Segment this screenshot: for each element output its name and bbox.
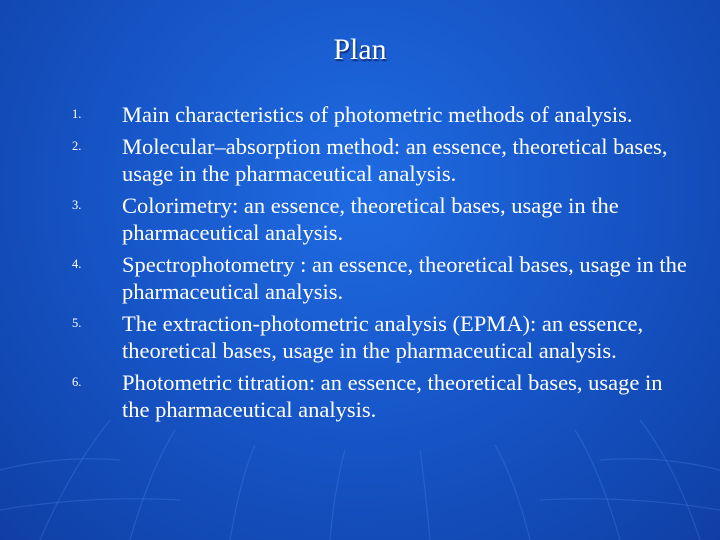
list-item-text: Photometric titration: an essence, theoretical bases, usage in the pharmaceutical analysis.: [122, 369, 663, 422]
list-item: [72, 133, 692, 188]
list-item: [72, 369, 692, 424]
list-item-number: 4.: [72, 256, 82, 271]
slide-title: Plan: [333, 33, 387, 66]
list-item-number: 6.: [72, 374, 82, 389]
list-item-number: 3.: [72, 197, 82, 212]
list-item-text: Main characteristics of photometric methods of analysis.: [122, 102, 633, 127]
list-item-number: 5.: [72, 315, 82, 330]
list-item-text: Molecular–absorption method: an essence, theoretical bases, usage in the pharmaceutical analysis.: [122, 133, 668, 186]
list-item: [72, 192, 692, 247]
list-item-text: The extraction-photometric analysis (EPMA): an essence, theoretical bases, usage in the pharmaceutical analysis.: [122, 310, 644, 363]
list-item-number: 1.: [72, 107, 82, 121]
list-item: [72, 251, 692, 306]
list-item-text: Colorimetry: an essence, theoretical bases, usage in the pharmaceutical analysis.: [122, 192, 619, 245]
list-item-text: Spectrophotometry : an essence, theoretical bases, usage in the pharmaceutical analysis.: [122, 251, 687, 304]
list-item: [72, 310, 692, 365]
list-item: [72, 101, 692, 129]
plan-list: [72, 101, 692, 428]
list-item-number: 2.: [72, 138, 82, 153]
